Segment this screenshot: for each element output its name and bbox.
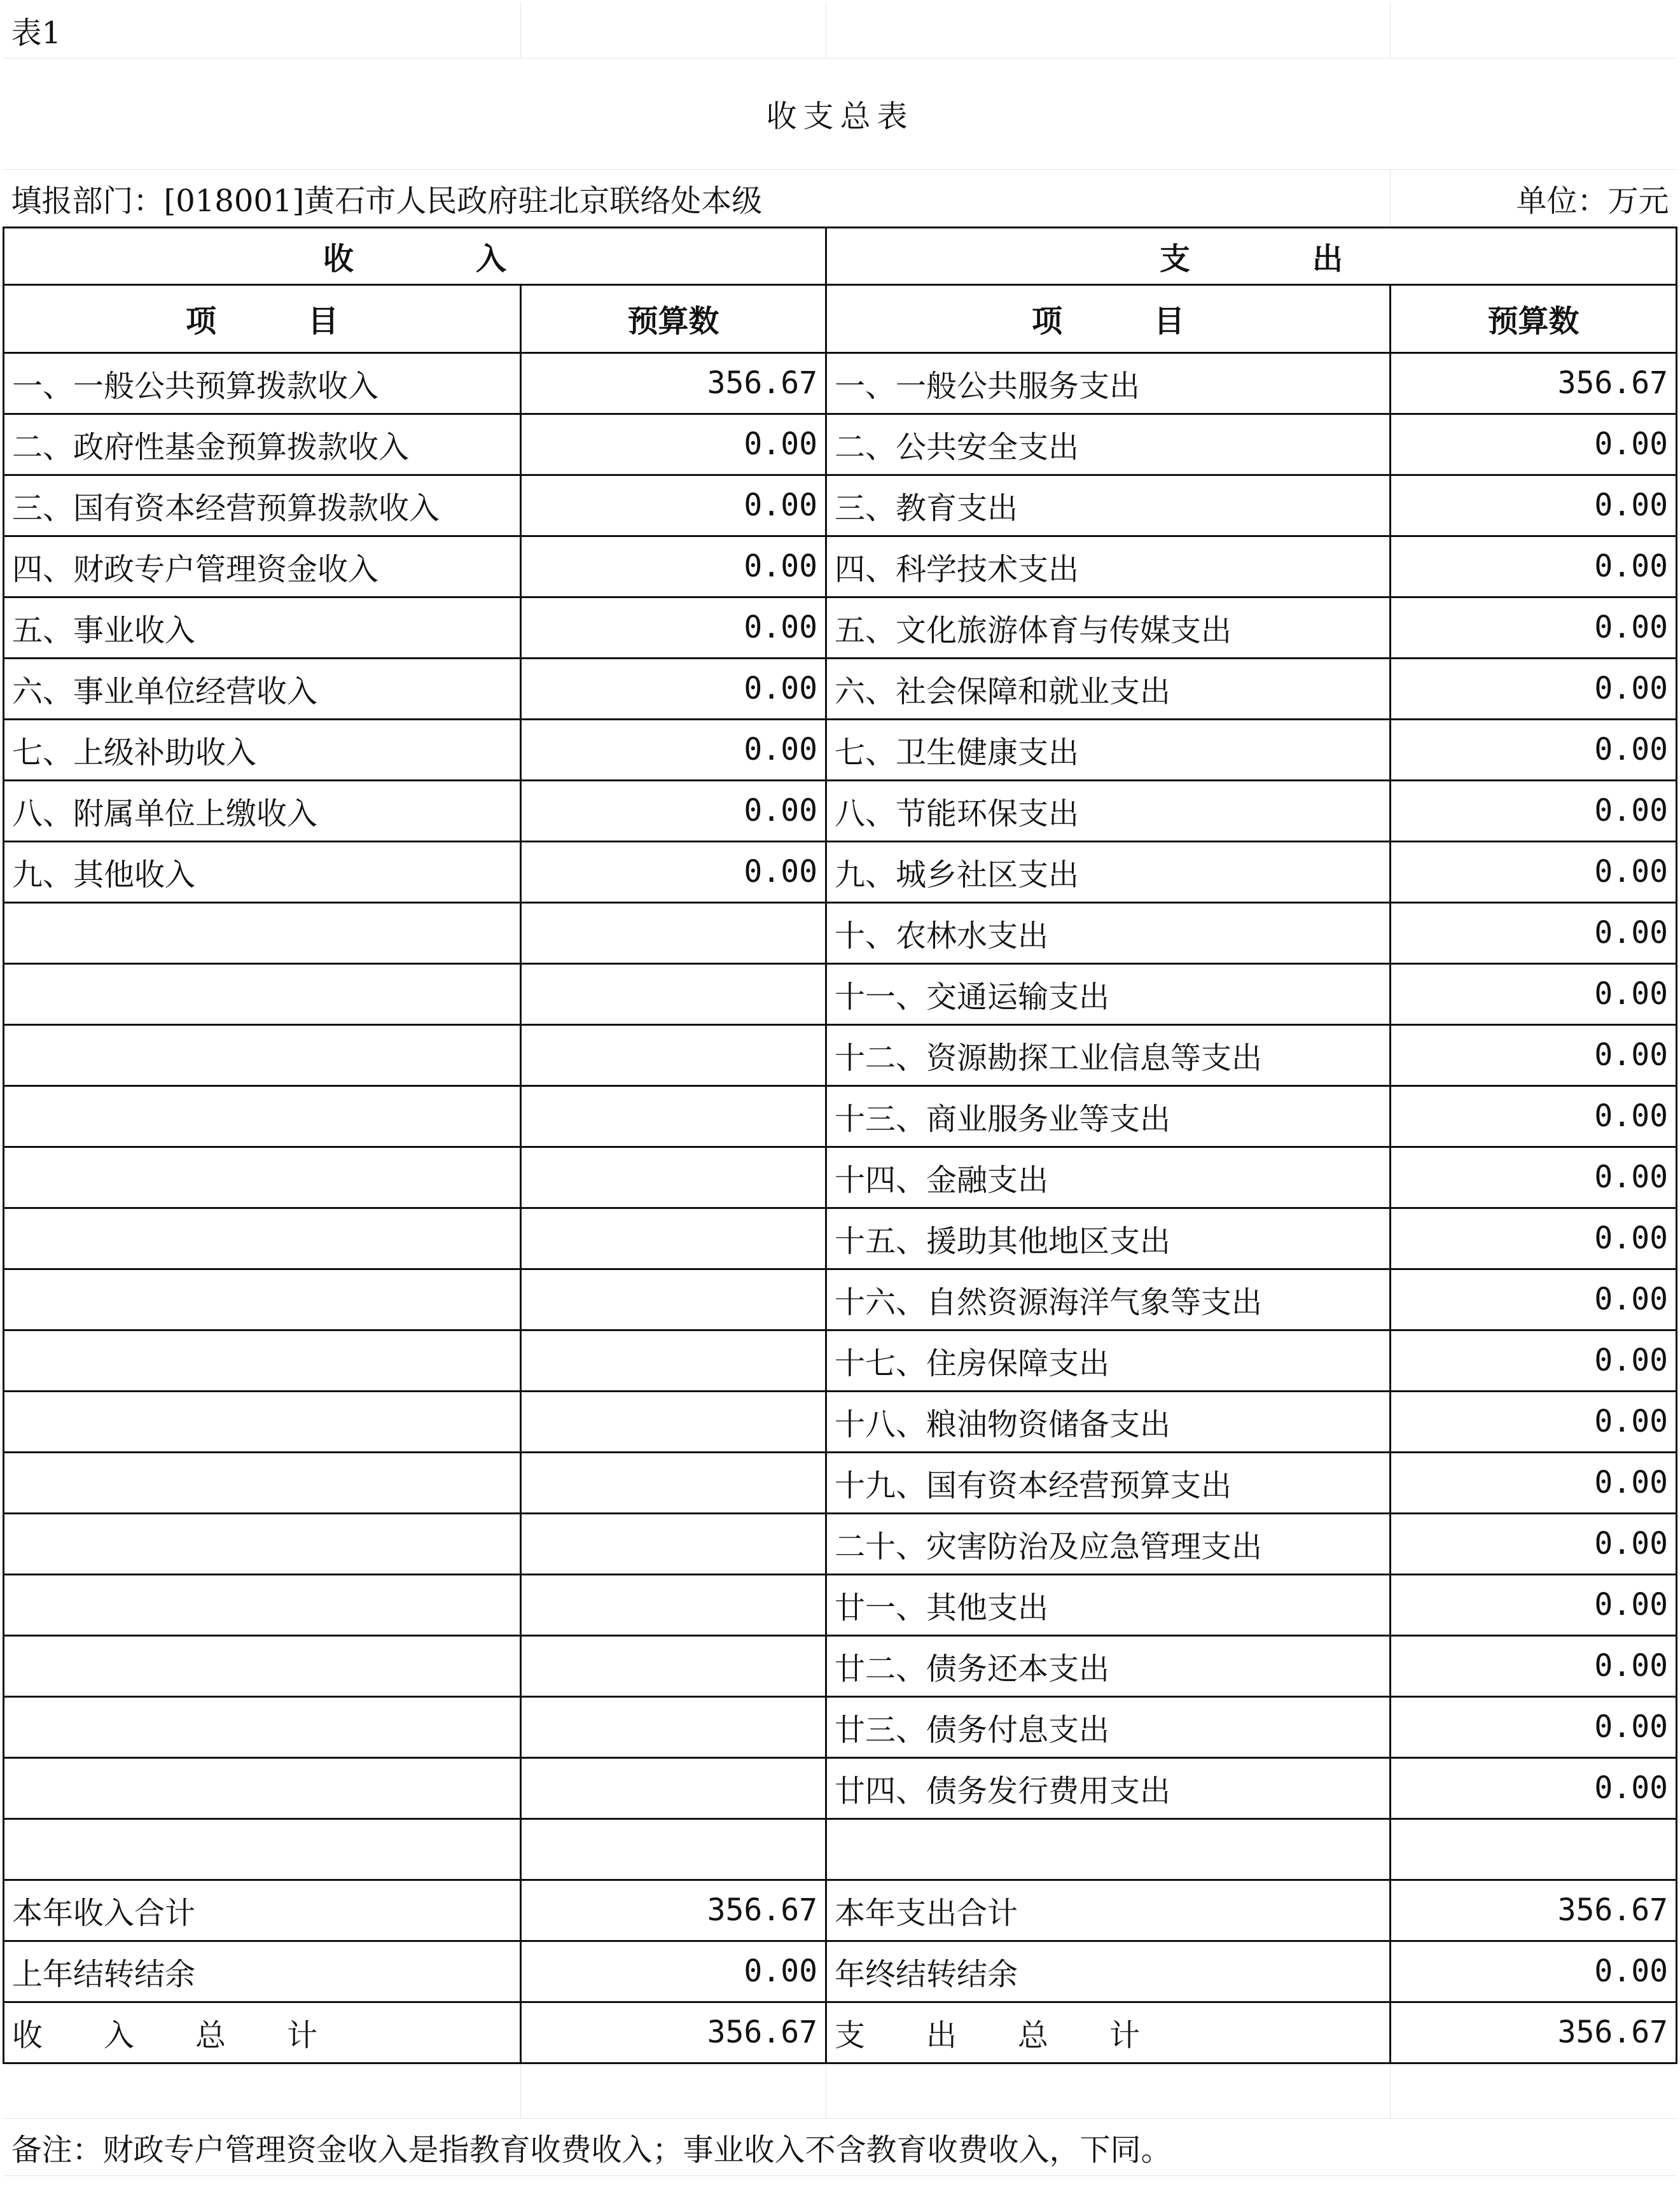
expense-value-cell: 0.00 — [1391, 536, 1677, 597]
total-row — [4, 1941, 1677, 2002]
unit-label: 单位：万元 — [1391, 169, 1677, 227]
table-row — [4, 1086, 1677, 1147]
expense-value-cell: 0.00 — [1391, 475, 1677, 536]
expense-item-cell: 十四、金融支出 — [826, 1147, 1391, 1208]
expense-item-cell: 廿三、债务付息支出 — [826, 1696, 1391, 1757]
expense-item-cell: 二十、灾害防治及应急管理支出 — [826, 1513, 1391, 1574]
section-header-row — [4, 227, 1677, 284]
footnote: 备注：财政专户管理资金收入是指教育收费收入；事业收入不含教育收费收入，下同。 — [4, 2118, 1677, 2175]
income-item-cell: 二、政府性基金预算拨款收入 — [4, 414, 521, 475]
income-value-cell — [521, 1269, 826, 1330]
expense-value-cell: 0.00 — [1391, 1208, 1677, 1269]
expense-value-cell: 0.00 — [1391, 841, 1677, 902]
table-row — [4, 1757, 1677, 1819]
income-item-header: 项 目 — [4, 284, 521, 353]
expense-value-cell: 0.00 — [1391, 1024, 1677, 1086]
income-item-cell: 三、国有资本经营预算拨款收入 — [4, 475, 521, 536]
expense-item-cell: 十八、粮油物资储备支出 — [826, 1391, 1391, 1452]
expense-item-cell: 五、文化旅游体育与传媒支出 — [826, 597, 1391, 658]
table-row — [4, 475, 1677, 536]
expense-item-cell: 十二、资源勘探工业信息等支出 — [826, 1024, 1391, 1086]
income-value-cell — [521, 1330, 826, 1391]
table-row — [4, 658, 1677, 719]
income-value-cell: 356.67 — [521, 2002, 826, 2063]
income-item-cell — [4, 1513, 521, 1574]
expense-section-header: 支 出 — [826, 227, 1677, 284]
table-row — [4, 1330, 1677, 1391]
page-title: 收支总表 — [4, 58, 1677, 169]
income-value-cell — [521, 1452, 826, 1513]
expense-item-cell — [826, 1819, 1391, 1880]
table-row — [4, 1391, 1677, 1452]
expense-value-cell: 0.00 — [1391, 1941, 1677, 2002]
expense-item-cell: 三、教育支出 — [826, 475, 1391, 536]
expense-value-cell — [1391, 1819, 1677, 1880]
expense-value-cell: 0.00 — [1391, 414, 1677, 475]
expense-item-cell: 十七、住房保障支出 — [826, 1330, 1391, 1391]
budget-table — [3, 3, 1677, 2176]
income-item-cell — [4, 1330, 521, 1391]
table-row — [4, 414, 1677, 475]
column-header-row — [4, 284, 1677, 353]
income-value-cell: 0.00 — [521, 536, 826, 597]
income-item-cell — [4, 1147, 521, 1208]
expense-item-cell: 六、社会保障和就业支出 — [826, 658, 1391, 719]
table-row — [4, 1024, 1677, 1086]
expense-value-cell: 0.00 — [1391, 1147, 1677, 1208]
expense-value-cell: 356.67 — [1391, 353, 1677, 414]
income-item-cell — [4, 1635, 521, 1696]
sheet-tag: 表1 — [4, 3, 521, 58]
table-row — [4, 1452, 1677, 1513]
expense-value-cell: 0.00 — [1391, 1574, 1677, 1635]
expense-value-cell: 0.00 — [1391, 1635, 1677, 1696]
expense-item-cell: 四、科学技术支出 — [826, 536, 1391, 597]
income-item-cell — [4, 1208, 521, 1269]
table-row — [4, 963, 1677, 1024]
expense-value-cell: 0.00 — [1391, 1269, 1677, 1330]
income-item-cell — [4, 1024, 521, 1086]
expense-value-cell: 0.00 — [1391, 597, 1677, 658]
income-item-cell — [4, 1086, 521, 1147]
income-value-cell: 356.67 — [521, 1880, 826, 1941]
reporting-department: 填报部门：[018001]黄石市人民政府驻北京联络处本级 — [4, 169, 1391, 227]
table-row — [4, 1696, 1677, 1757]
income-item-cell — [4, 1574, 521, 1635]
expense-item-header: 项 目 — [826, 284, 1391, 353]
expense-value-cell: 0.00 — [1391, 1086, 1677, 1147]
income-value-cell — [521, 1757, 826, 1819]
expense-value-cell: 0.00 — [1391, 963, 1677, 1024]
income-item-cell: 收 入 总 计 — [4, 2002, 521, 2063]
income-item-cell — [4, 963, 521, 1024]
table-row — [4, 1635, 1677, 1696]
income-value-cell — [521, 1147, 826, 1208]
income-value-cell — [521, 902, 826, 963]
expense-item-cell: 十、农林水支出 — [826, 902, 1391, 963]
income-item-cell: 四、财政专户管理资金收入 — [4, 536, 521, 597]
income-item-cell: 八、附属单位上缴收入 — [4, 780, 521, 841]
expense-value-cell: 0.00 — [1391, 1757, 1677, 1819]
income-item-cell — [4, 902, 521, 963]
total-row — [4, 1880, 1677, 1941]
table-row — [4, 597, 1677, 658]
income-value-cell: 356.67 — [521, 353, 826, 414]
income-item-cell: 六、事业单位经营收入 — [4, 658, 521, 719]
income-value-cell — [521, 1086, 826, 1147]
expense-value-cell: 0.00 — [1391, 1513, 1677, 1574]
income-value-cell — [521, 1635, 826, 1696]
expense-value-cell: 0.00 — [1391, 902, 1677, 963]
expense-item-cell: 八、节能环保支出 — [826, 780, 1391, 841]
income-item-cell — [4, 1757, 521, 1819]
income-value-cell — [521, 1513, 826, 1574]
dept-row — [4, 169, 1677, 227]
table-row — [4, 1574, 1677, 1635]
income-item-cell — [4, 1819, 521, 1880]
expense-item-cell: 七、卫生健康支出 — [826, 719, 1391, 780]
table-row — [4, 1269, 1677, 1330]
income-item-cell: 九、其他收入 — [4, 841, 521, 902]
table-row — [4, 1208, 1677, 1269]
income-value-cell: 0.00 — [521, 841, 826, 902]
expense-item-cell: 本年支出合计 — [826, 1880, 1391, 1941]
income-item-cell: 一、一般公共预算拨款收入 — [4, 353, 521, 414]
expense-item-cell: 廿二、债务还本支出 — [826, 1635, 1391, 1696]
table-row — [4, 536, 1677, 597]
expense-value-cell: 0.00 — [1391, 1452, 1677, 1513]
expense-item-cell: 支 出 总 计 — [826, 2002, 1391, 2063]
income-item-cell: 五、事业收入 — [4, 597, 521, 658]
income-value-cell — [521, 1696, 826, 1757]
expense-value-cell: 356.67 — [1391, 1880, 1677, 1941]
expense-item-cell: 十三、商业服务业等支出 — [826, 1086, 1391, 1147]
table-row — [4, 1513, 1677, 1574]
income-value-cell: 0.00 — [521, 414, 826, 475]
table-row — [4, 353, 1677, 414]
expense-item-cell: 二、公共安全支出 — [826, 414, 1391, 475]
table-row — [4, 902, 1677, 963]
income-item-cell — [4, 1696, 521, 1757]
expense-item-cell: 年终结转结余 — [826, 1941, 1391, 2002]
expense-item-cell: 一、一般公共服务支出 — [826, 353, 1391, 414]
income-value-cell — [521, 1391, 826, 1452]
table-row — [4, 719, 1677, 780]
expense-value-cell: 0.00 — [1391, 780, 1677, 841]
expense-item-cell: 十五、援助其他地区支出 — [826, 1208, 1391, 1269]
income-item-cell — [4, 1452, 521, 1513]
expense-item-cell: 九、城乡社区支出 — [826, 841, 1391, 902]
income-value-cell: 0.00 — [521, 475, 826, 536]
expense-value-cell: 0.00 — [1391, 658, 1677, 719]
note-row — [4, 2118, 1677, 2175]
table-row — [4, 780, 1677, 841]
income-budget-header: 预算数 — [521, 284, 826, 353]
income-value-cell — [521, 963, 826, 1024]
expense-value-cell: 356.67 — [1391, 2002, 1677, 2063]
expense-item-cell: 十九、国有资本经营预算支出 — [826, 1452, 1391, 1513]
table-row — [4, 1819, 1677, 1880]
expense-value-cell: 0.00 — [1391, 1391, 1677, 1452]
income-value-cell: 0.00 — [521, 1941, 826, 2002]
income-value-cell — [521, 1574, 826, 1635]
income-section-header: 收 入 — [4, 227, 826, 284]
income-item-cell: 本年收入合计 — [4, 1880, 521, 1941]
expense-value-cell: 0.00 — [1391, 719, 1677, 780]
expense-item-cell: 十一、交通运输支出 — [826, 963, 1391, 1024]
income-item-cell: 上年结转结余 — [4, 1941, 521, 2002]
expense-item-cell: 十六、自然资源海洋气象等支出 — [826, 1269, 1391, 1330]
footer-spacer-row — [4, 2063, 1677, 2118]
table-row — [4, 841, 1677, 902]
income-value-cell: 0.00 — [521, 780, 826, 841]
expense-item-cell: 廿四、债务发行费用支出 — [826, 1757, 1391, 1819]
income-value-cell: 0.00 — [521, 658, 826, 719]
sheet-tag-row — [4, 3, 1677, 58]
income-item-cell — [4, 1269, 521, 1330]
title-row — [4, 58, 1677, 169]
income-item-cell: 七、上级补助收入 — [4, 719, 521, 780]
income-item-cell — [4, 1391, 521, 1452]
income-value-cell — [521, 1024, 826, 1086]
expense-value-cell: 0.00 — [1391, 1696, 1677, 1757]
income-value-cell: 0.00 — [521, 597, 826, 658]
income-value-cell — [521, 1819, 826, 1880]
table-row — [4, 1147, 1677, 1208]
spreadsheet — [3, 3, 1676, 2176]
income-value-cell — [521, 1208, 826, 1269]
expense-item-cell: 廿一、其他支出 — [826, 1574, 1391, 1635]
expense-budget-header: 预算数 — [1391, 284, 1677, 353]
expense-value-cell: 0.00 — [1391, 1330, 1677, 1391]
total-row — [4, 2002, 1677, 2063]
income-value-cell: 0.00 — [521, 719, 826, 780]
